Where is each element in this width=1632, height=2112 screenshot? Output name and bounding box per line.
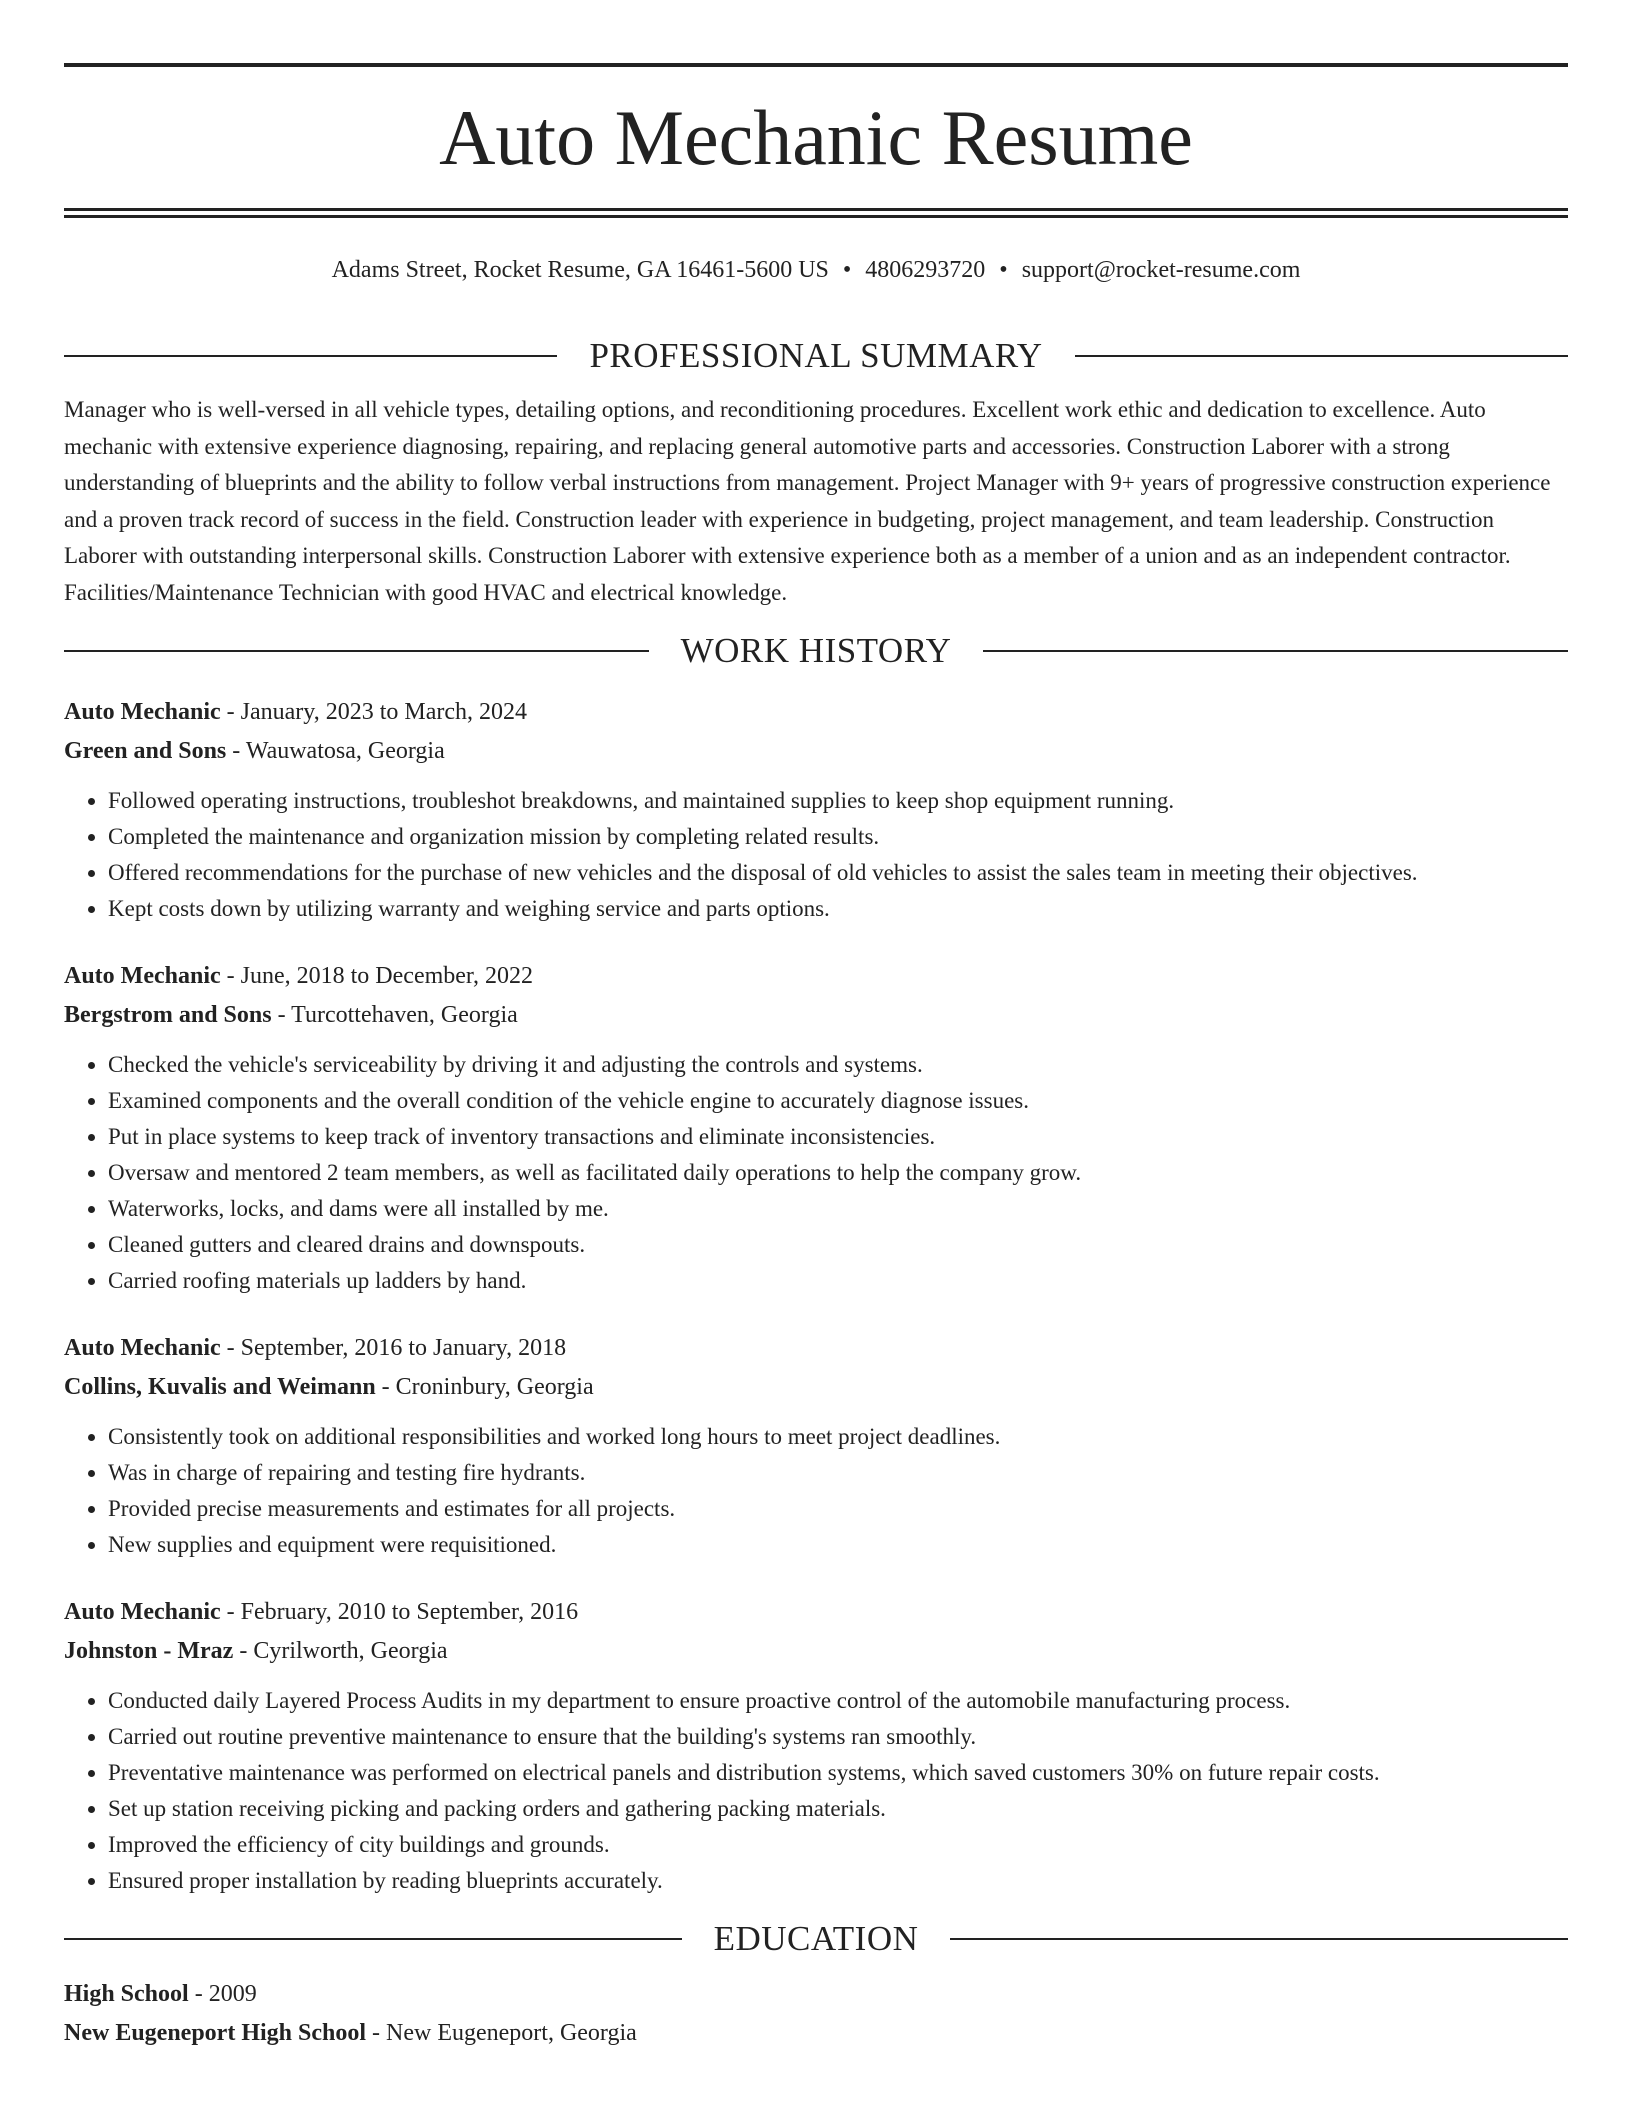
job-title-line — [64, 1593, 1568, 1632]
job-bullet: • Provided precise measurements and estimates for all projects. — [108, 1491, 1568, 1527]
education-degree-line — [64, 1975, 1568, 2014]
job-title-line — [64, 957, 1568, 996]
education-entry — [64, 1975, 1568, 2053]
job-bullet: • Oversaw and mentored 2 team members, as well as facilitated daily operations to help the company grow. — [108, 1155, 1568, 1191]
education-heading-label: EDUCATION — [713, 1919, 919, 1958]
job-bullet: • Ensured proper installation by reading blueprints accurately. — [108, 1863, 1568, 1899]
contact-phone: 4806293720 — [865, 257, 986, 283]
job-company: Green and Sons — [64, 738, 227, 764]
job-bullet: • Cleaned gutters and cleared drains and downspouts. — [108, 1227, 1568, 1263]
education-school: New Eugeneport High School — [64, 2020, 367, 2046]
job-location: - Wauwatosa, Georgia — [226, 738, 445, 764]
contact-separator: • — [842, 257, 852, 283]
job-company: Collins, Kuvalis and Weimann — [64, 1374, 376, 1400]
job-title-line — [64, 693, 1568, 732]
job-bullet: • Carried out routine preventive maintenance to ensure that the building's systems ran smoothly. — [108, 1719, 1568, 1755]
title-rule-lower — [64, 215, 1568, 218]
heading-rule-left — [64, 355, 557, 357]
job-location: - Croninbury, Georgia — [375, 1374, 594, 1400]
job-bullet: • New supplies and equipment were requisitioned. — [108, 1527, 1568, 1563]
job-bullet: • Kept costs down by utilizing warranty and weighing service and parts options. — [108, 891, 1568, 927]
heading-rule-right — [983, 650, 1568, 652]
education-section-heading — [64, 1913, 1568, 1965]
job-title: Auto Mechanic — [64, 963, 221, 989]
job-dates: - September, 2016 to January, 2018 — [220, 1335, 567, 1361]
title-rule-upper — [64, 208, 1568, 211]
job-title: Auto Mechanic — [64, 1335, 221, 1361]
contact-email: support@rocket-resume.com — [1021, 257, 1301, 283]
job-bullets — [64, 1683, 1568, 1899]
heading-rule-right — [950, 1938, 1568, 1940]
job-dates: - January, 2023 to March, 2024 — [220, 699, 528, 725]
job-dates: - June, 2018 to December, 2022 — [220, 963, 533, 989]
contact-separator: • — [999, 257, 1008, 283]
heading-rule-left — [64, 650, 649, 652]
summary-heading-label: PROFESSIONAL SUMMARY — [589, 336, 1043, 375]
job-location: - Cyrilworth, Georgia — [233, 1638, 448, 1664]
job-bullet: • Was in charge of repairing and testing fire hydrants. — [108, 1455, 1568, 1491]
job-company-line — [64, 732, 1568, 771]
job-title: Auto Mechanic — [64, 1599, 221, 1625]
job-company-line — [64, 1368, 1568, 1407]
job-entry — [64, 693, 1568, 927]
job-bullets — [64, 783, 1568, 927]
work-section-heading — [64, 625, 1568, 677]
job-location: - Turcottehaven, Georgia — [271, 1002, 518, 1028]
job-company: Johnston - Mraz — [64, 1638, 234, 1664]
job-bullet: • Preventative maintenance was performed on electrical panels and distribution systems, which saved customers 30% on future repair costs. — [108, 1755, 1568, 1791]
job-entry — [64, 957, 1568, 1299]
contact-address: Adams Street, Rocket Resume, GA 16461-5600 US — [331, 257, 829, 283]
education-year: - 2009 — [188, 1981, 257, 2007]
resume-title: Auto Mechanic Resume — [439, 94, 1193, 181]
work-heading-label: WORK HISTORY — [680, 631, 952, 670]
job-bullet: • Put in place systems to keep track of inventory transactions and eliminate inconsistencies. — [108, 1119, 1568, 1155]
job-bullet: • Offered recommendations for the purchase of new vehicles and the disposal of old vehicles to assist the sales team in meeting their objectives. — [108, 855, 1568, 891]
job-company: Bergstrom and Sons — [64, 1002, 272, 1028]
education-degree: High School — [64, 1981, 189, 2007]
job-bullet: • Followed operating instructions, troubleshot breakdowns, and maintained supplies to keep shop equipment running. — [108, 783, 1568, 819]
job-entry — [64, 1329, 1568, 1563]
job-title-line — [64, 1329, 1568, 1368]
job-company-line — [64, 996, 1568, 1035]
job-bullets — [64, 1047, 1568, 1299]
education-location: - New Eugeneport, Georgia — [366, 2020, 637, 2046]
job-bullet: • Improved the efficiency of city buildings and grounds. — [108, 1827, 1568, 1863]
job-bullet: • Conducted daily Layered Process Audits in my department to ensure proactive control of the automobile manufacturing process. — [108, 1683, 1568, 1719]
job-entry — [64, 1593, 1568, 1899]
job-bullets — [64, 1419, 1568, 1563]
job-bullet: • Carried roofing materials up ladders by hand. — [108, 1263, 1568, 1299]
job-company-line — [64, 1632, 1568, 1671]
job-bullet: • Set up station receiving picking and packing orders and gathering packing materials. — [108, 1791, 1568, 1827]
job-bullet: • Checked the vehicle's serviceability by driving it and adjusting the controls and systems. — [108, 1047, 1568, 1083]
job-bullet: • Examined components and the overall condition of the vehicle engine to accurately diagnose issues. — [108, 1083, 1568, 1119]
contact-line — [64, 254, 1568, 286]
job-bullet: • Completed the maintenance and organization mission by completing related results. — [108, 819, 1568, 855]
summary-section-heading — [64, 330, 1568, 382]
job-bullet: • Waterworks, locks, and dams were all installed by me. — [108, 1191, 1568, 1227]
job-dates: - February, 2010 to September, 2016 — [220, 1599, 579, 1625]
job-bullet: • Consistently took on additional responsibilities and worked long hours to meet project deadlines. — [108, 1419, 1568, 1455]
job-title: Auto Mechanic — [64, 699, 221, 725]
summary-text: Manager who is well-versed in all vehicle types, detailing options, and reconditioning procedures. Excellent work ethic and dedication to excellence. Auto mechanic with extensive experience diagnosing, repairing, and replacing general automotive parts and accessories. Construction Laborer with a strong understanding of blueprints and the ability to follow verbal instructions from management. Project Manager with 9+ years of progressive construction experience and a proven track record of success in the field. Construction leader with experience in budgeting, project management, and team leadership. Construction Laborer with outstanding interpersonal skills. Construction Laborer with extensive experience both as a member of a union and as an independent contractor. Facilities/Maintenance Technician with good HVAC and electrical knowledge. — [64, 397, 1551, 605]
top-rule — [64, 63, 1568, 67]
heading-rule-right — [1075, 355, 1568, 357]
heading-rule-left — [64, 1938, 682, 1940]
education-school-line — [64, 2014, 1568, 2053]
resume-content — [64, 330, 1568, 2053]
